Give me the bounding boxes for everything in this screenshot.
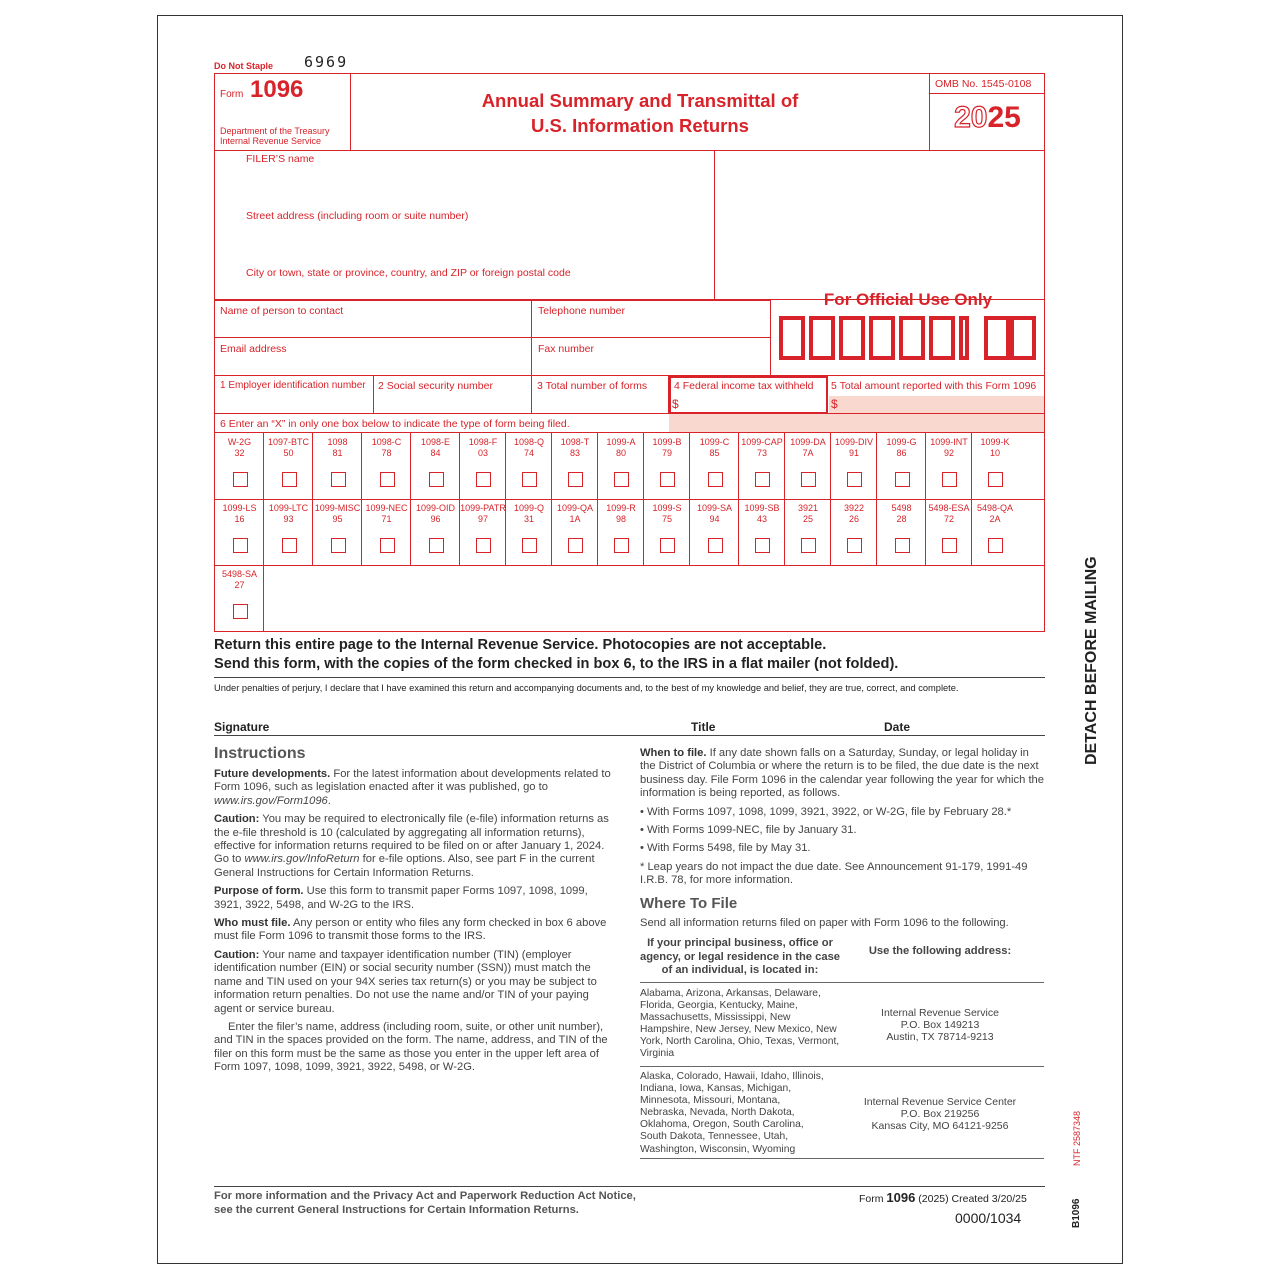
- form-type-5498-esa-label: 5498-ESA 72: [928, 503, 970, 524]
- omb-number: OMB No. 1545-0108: [935, 78, 1032, 90]
- detach-before-mailing: DETACH BEFORE MAILING: [1083, 556, 1100, 765]
- form-type-1098-f-checkbox[interactable]: [476, 472, 491, 487]
- form-type-3921-checkbox[interactable]: [801, 538, 816, 553]
- tax-year-prefix: 20: [954, 101, 988, 134]
- address-group-1: Internal Revenue Service P.O. Box 149213 Austin, TX 78714-9213: [881, 1007, 999, 1044]
- box4-dollar: $: [672, 397, 679, 411]
- form-type-1099-b-checkbox[interactable]: [660, 472, 675, 487]
- contact-person-label: Name of person to contact: [220, 305, 344, 317]
- form-type-5498-qa-checkbox[interactable]: [988, 538, 1003, 553]
- caution-efile: Caution: You may be required to electronically file (e-file) information returns as the e-file threshold is 10 (calculated by aggregating all information returns), effective for information returns required to be filed on or after January 1, 2024. Go to www.irs.gov/InfoReturn for e-file options. Also, see part F in the current General Instructions for Certain Information Returns.: [214, 813, 609, 879]
- filer-city-label: City or town, state or province, country, and ZIP or foreign postal code: [246, 267, 571, 279]
- form-type-1099-div-checkbox[interactable]: [847, 472, 862, 487]
- form-type-1099-oid-checkbox[interactable]: [429, 538, 444, 553]
- where-col2-heading: Use the following address:: [868, 945, 1012, 957]
- privacy-notice: For more information and the Privacy Act and Paperwork Reduction Act Notice, see the current General Instructions for Certain Information Returns.: [214, 1190, 636, 1216]
- address-group-2: Internal Revenue Service Center P.O. Box 219256 Kansas City, MO 64121-9256: [863, 1096, 1017, 1133]
- form-type-1099-ltc-checkbox[interactable]: [282, 538, 297, 553]
- filer-street-label: Street address (including room or suite number): [246, 210, 469, 222]
- instructions-left-column: [214, 768, 614, 1080]
- where-col1-heading: If your principal business, office or agency, or legal residence in the case of an individual, is located in:: [640, 937, 841, 976]
- form-type-5498-label: 5498 28: [891, 503, 912, 524]
- form-type-1099-g-checkbox[interactable]: [895, 472, 910, 487]
- form-type-1099-sa-label: 1099-SA 94: [696, 503, 733, 524]
- form-type-1099-c-checkbox[interactable]: [708, 472, 723, 487]
- form-type-1099-sb-label: 1099-SB 43: [744, 503, 780, 524]
- who-must-file: Who must file. Any person or entity who files any form checked in box 6 above must file Form 1096 to transmit those forms to the IRS.: [214, 917, 607, 943]
- form-type-1098-q-label: 1098-Q 74: [513, 437, 545, 458]
- bullet-may: • With Forms 5498, file by May 31.: [640, 842, 811, 855]
- form-type-1097-btc-label: 1097-BTC 50: [267, 437, 310, 458]
- instructions-heading: Instructions: [214, 745, 306, 762]
- states-group-2: Alaska, Colorado, Hawaii, Idaho, Illinois, Indiana, Iowa, Kansas, Michigan, Minnesota, Missouri, Montana, Nebraska, Nevada, North Dakota, Oklahoma, Oregon, South Carolina, South Dakota, Tennessee, Utah, Washington, Wisconsin, Wyoming: [640, 1071, 824, 1155]
- dept-treasury: Department of the Treasury: [220, 126, 330, 136]
- footer-code: 0000/1034: [955, 1210, 1022, 1226]
- form-type-5498-qa-label: 5498-QA 2A: [976, 503, 1014, 524]
- fax-label: Fax number: [538, 343, 595, 355]
- return-notice-line1: Return this entire page to the Internal Revenue Service. Photocopies are not acceptable.: [214, 637, 827, 653]
- official-use-title: For Official Use Only: [823, 290, 993, 309]
- form-type-5498-checkbox[interactable]: [895, 538, 910, 553]
- form-type-1098-c-label: 1098-C 78: [371, 437, 402, 458]
- form-type-3922-checkbox[interactable]: [847, 538, 862, 553]
- enter-filer-info: Enter the filer’s name, address (including room, suite, or other unit number), and TIN in the spaces provided on the form. The name, address, and TIN of the filer on this form must be the same as those you enter in the upper left area of Form 1097, 1098, 1099, 3921, 3922, 5498, or W-2G.: [214, 1020, 608, 1074]
- box6-label: 6 Enter an “X” in only one box below to indicate the type of form being filed.: [220, 418, 570, 430]
- form-type-1098-e-label: 1098-E 84: [420, 437, 451, 458]
- form-type-1099-da-checkbox[interactable]: [801, 472, 816, 487]
- caution-tin: Caution: Your name and taxpayer identification number (TIN) (employer identification number (EIN) or social security number (SSN)) must match the name and TIN used on your 94X series tax return(s) or you may be subject to information return penalties. Do not use the name and/or TIN of your paying agent or service bureau.: [214, 948, 597, 1015]
- form-type-1099-cap-checkbox[interactable]: [755, 472, 770, 487]
- b1096-code: B1096: [1071, 1198, 1082, 1228]
- form-type-5498-sa-checkbox[interactable]: [233, 604, 248, 619]
- purpose-of-form: Purpose of form. Use this form to transmit paper Forms 1097, 1098, 1099, 3921, 3922, 5498, and W-2G to the IRS.: [214, 885, 588, 911]
- return-notice-line2: Send this form, with the copies of the form checked in box 6, to the IRS in a flat mailer (not folded).: [214, 656, 899, 672]
- form-type-1099-nec-label: 1099-NEC 71: [365, 503, 408, 524]
- form-type-1099-q-label: 1099-Q 31: [513, 503, 545, 524]
- form-type-1099-a-label: 1099-A 80: [606, 437, 636, 458]
- form-type-w-2g-label: W-2G 32: [227, 437, 252, 458]
- form-type-1099-b-label: 1099-B 79: [652, 437, 682, 458]
- form-type-1099-k-label: 1099-K 10: [980, 437, 1010, 458]
- form-type-grid: [214, 432, 1045, 632]
- bullet-january: • With Forms 1099-NEC, file by January 31.: [640, 824, 857, 837]
- form-type-1099-oid-label: 1099-OID 96: [415, 503, 456, 524]
- form-type-1099-nec-checkbox[interactable]: [380, 538, 395, 553]
- box5-label: 5 Total amount reported with this Form 1096: [831, 380, 1037, 392]
- telephone-label: Telephone number: [538, 305, 625, 317]
- box1-label: 1 Employer identification number: [220, 380, 366, 391]
- form-title-line1: Annual Summary and Transmittal of: [481, 90, 799, 111]
- when-to-file: When to file. If any date shown falls on a Saturday, Sunday, or legal holiday in the District of Columbia or where the return is to be filed, the due date is the next business day. File Form 1096 in the calendar year following the year for which the information is being reported, as follows.: [640, 747, 1044, 800]
- form-type-1099-misc-label: 1099-MISC 95: [314, 503, 361, 524]
- form-type-1098-checkbox[interactable]: [331, 472, 346, 487]
- box3-label: 3 Total number of forms: [537, 380, 648, 392]
- form-type-1099-s-label: 1099-S 75: [652, 503, 682, 524]
- tax-year: [930, 101, 1045, 135]
- form-type-w-2g-checkbox[interactable]: [233, 472, 248, 487]
- form-type-1099-sa-checkbox[interactable]: [708, 538, 723, 553]
- instructions-right-column: [640, 747, 1044, 893]
- form-type-1099-misc-checkbox[interactable]: [331, 538, 346, 553]
- form-word: Form: [220, 89, 244, 100]
- form-type-1099-c-label: 1099-C 85: [699, 437, 730, 458]
- form-type-1099-div-label: 1099-DIV 91: [834, 437, 874, 458]
- ntf-number: NTF 2587348: [1072, 1110, 1082, 1166]
- future-developments: Future developments. For the latest information about developments related to Form 1096, such as legislation enacted after it was published, go to www.irs.gov/Form1096.: [214, 768, 611, 807]
- dept-irs: Internal Revenue Service: [220, 136, 322, 146]
- perjury-statement: Under penalties of perjury, I declare that I have examined this return and accompanying documents and, to the best of my knowledge and belief, they are true, correct, and complete.: [214, 683, 959, 693]
- form-type-1099-a-checkbox[interactable]: [614, 472, 629, 487]
- form-type-1099-ltc-label: 1099-LTC 93: [268, 503, 309, 524]
- form-type-3922-label: 3922 26: [843, 503, 865, 524]
- form-type-5498-sa-label: 5498-SA 27: [221, 569, 258, 590]
- tax-year-suffix: 25: [987, 101, 1021, 134]
- form-type-1099-da-label: 1099-DA 7A: [790, 437, 826, 458]
- footer-form-id: Form 1096 (2025) Created 3/20/25: [859, 1190, 1027, 1205]
- form-type-1099-cap-label: 1099-CAP 73: [741, 437, 783, 458]
- box5-dollar: $: [831, 397, 838, 411]
- form-type-1099-qa-checkbox[interactable]: [568, 538, 583, 553]
- where-to-file-heading: Where To File: [640, 895, 738, 912]
- title-label[interactable]: Title: [691, 720, 716, 734]
- form-type-1099-int-checkbox[interactable]: [942, 472, 957, 487]
- leap-year-note: * Leap years do not impact the due date. See Announcement 91-179, 1991-49 I.R.B. 78, for more information.: [640, 860, 1028, 887]
- signature-label[interactable]: Signature: [214, 720, 270, 734]
- form-type-1099-ls-label: 1099-LS 16: [222, 503, 257, 524]
- bullet-february: • With Forms 1097, 1098, 1099, 3921, 3922, or W-2G, file by February 28.*: [640, 805, 1012, 818]
- inforeturn-link[interactable]: www.irs.gov/InfoReturn: [244, 853, 360, 866]
- form-type-1099-r-label: 1099-R 98: [606, 503, 636, 524]
- form-type-1098-c-checkbox[interactable]: [380, 472, 395, 487]
- form-type-1099-patr-checkbox[interactable]: [476, 538, 491, 553]
- contact-row-2: [214, 337, 771, 376]
- date-label[interactable]: Date: [884, 720, 911, 734]
- form-type-1099-g-label: 1099-G 86: [886, 437, 917, 458]
- email-label: Email address: [220, 343, 287, 355]
- form-type-1098-label: 1098 81: [327, 437, 348, 458]
- form-type-1098-e-checkbox[interactable]: [429, 472, 444, 487]
- form-type-1098-q-checkbox[interactable]: [522, 472, 537, 487]
- where-to-file-text: Send all information returns filed on paper with Form 1096 to the following.: [640, 917, 1009, 929]
- form-type-1098-t-label: 1098-T 83: [560, 437, 590, 458]
- form-type-1099-int-label: 1099-INT 92: [930, 437, 968, 458]
- form-type-1099-patr-label: 1099-PATR 97: [460, 503, 506, 524]
- form-type-1099-qa-label: 1099-QA 1A: [556, 503, 594, 524]
- form-type-1099-s-checkbox[interactable]: [660, 538, 675, 553]
- form-type-5498-esa-checkbox[interactable]: [942, 538, 957, 553]
- form-type-1098-f-label: 1098-F 03: [468, 437, 498, 458]
- form-type-1099-sb-checkbox[interactable]: [755, 538, 770, 553]
- form-type-1099-k-checkbox[interactable]: [988, 472, 1003, 487]
- form-type-1098-t-checkbox[interactable]: [568, 472, 583, 487]
- form-title-line2: U.S. Information Returns: [531, 115, 749, 136]
- form-number: 1096: [250, 76, 304, 103]
- batch-number: 6969: [304, 53, 349, 71]
- states-group-1: Alabama, Arizona, Arkansas, Delaware, Florida, Georgia, Kentucky, Maine, Massachusetts, Mississippi, New Hampshire, New Jersey, New Mexico, New York, North Carolina, Ohio, Texas, Vermont, Virginia: [640, 988, 840, 1060]
- form-title: [351, 88, 929, 138]
- box4-label: 4 Federal income tax withheld: [674, 380, 814, 392]
- form-type-1099-r-checkbox[interactable]: [614, 538, 629, 553]
- form-type-3921-label: 3921 25: [797, 503, 819, 524]
- form1096-link[interactable]: www.irs.gov/Form1096: [214, 794, 328, 807]
- form-type-1097-btc-checkbox[interactable]: [282, 472, 297, 487]
- box2-label: 2 Social security number: [378, 380, 493, 392]
- form-type-1099-q-checkbox[interactable]: [522, 538, 537, 553]
- do-not-staple: Do Not Staple: [214, 61, 274, 71]
- filer-name-label: FILER’S name: [246, 153, 315, 165]
- form-type-1099-ls-checkbox[interactable]: [233, 538, 248, 553]
